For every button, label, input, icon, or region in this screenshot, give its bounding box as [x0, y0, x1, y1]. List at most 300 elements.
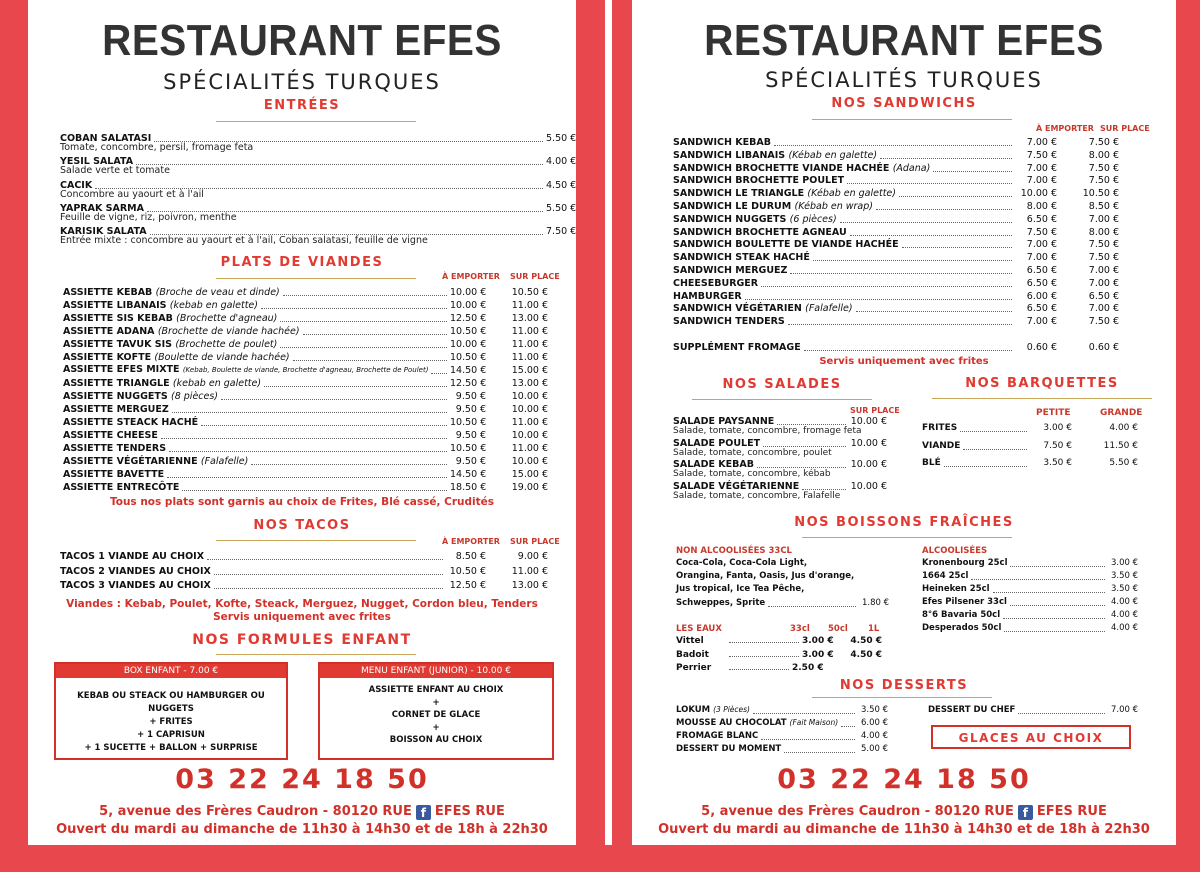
- item-price: 7.00 €: [1026, 239, 1057, 251]
- sandwich-row: [673, 264, 1119, 277]
- item-name: [922, 609, 1000, 622]
- salade-description: Salade, tomate, concombre, fromage feta: [673, 426, 862, 436]
- entree-description: Salade verte et tomate: [60, 165, 170, 177]
- dot-leader: [933, 171, 1012, 172]
- dot-leader: [856, 311, 1012, 312]
- dot-leader: [788, 324, 1012, 325]
- item-name-text: ASSIETTE TENDERS: [63, 443, 167, 454]
- item-price: 4.00 €: [546, 156, 577, 168]
- sandwich-row: [673, 251, 1119, 264]
- section-tacos-title: NOS TACOS: [253, 518, 351, 533]
- viandes-footnote: Tous nos plats sont garnis au choix de Frites, Blé cassé, Crudités: [109, 496, 495, 508]
- viande-row: [63, 325, 548, 338]
- item-name-text: ASSIETTE NUGGETS: [63, 391, 168, 402]
- item-note: (kebab en galette): [172, 378, 262, 389]
- col-header-petite: PETITE: [1036, 408, 1071, 418]
- item-name-text: ASSIETTE STEACK HACHÉ: [63, 417, 199, 428]
- item-note: (Boulette de viande hachée): [154, 352, 290, 363]
- box-enfant-line: KEBAB OU STEACK OU HAMBURGER OU NUGGETS: [77, 691, 265, 714]
- facebook-name[interactable]: EFES RUE: [434, 804, 505, 819]
- item-name-text: 8°6 Bavaria 50cl: [922, 610, 1001, 620]
- item-price: 10.00 €: [850, 459, 887, 470]
- item-name-text: FRITES: [922, 423, 958, 433]
- restaurant-title: RESTAURANT EFES: [704, 16, 1104, 65]
- item-name-text: ASSIETTE SIS KEBAB: [63, 313, 173, 324]
- facebook-icon[interactable]: f: [1018, 805, 1033, 820]
- dot-leader: [161, 438, 447, 439]
- eau-price-1l: 4.50 €: [850, 649, 882, 660]
- item-name: [922, 570, 968, 583]
- item-price: 9.50 €: [455, 456, 486, 467]
- item-price: 11.50 €: [1103, 440, 1138, 451]
- menu-enfant-line: CORNET DE GLACE: [391, 710, 481, 720]
- phone-number[interactable]: 03 22 24 18 50: [777, 764, 1031, 795]
- item-price: 7.50 €: [1043, 440, 1072, 451]
- item-price: 10.50 €: [511, 287, 548, 298]
- item-name-text: VIANDE: [922, 440, 961, 451]
- item-name: [922, 622, 1001, 635]
- item-price: 7.50 €: [546, 226, 577, 238]
- dot-leader: [264, 386, 447, 387]
- sandwichs-frites-note: Servis uniquement avec frites: [819, 356, 989, 367]
- dot-leader: [899, 196, 1012, 197]
- dot-leader: [214, 574, 443, 575]
- item-name-text: TACOS 2 VIANDES AU CHOIX: [60, 565, 211, 577]
- divider: [216, 654, 416, 655]
- dot-leader: [777, 424, 846, 425]
- dot-leader: [293, 360, 447, 361]
- dot-leader: [880, 158, 1012, 159]
- item-name: [928, 704, 1015, 717]
- eau-name: Vittel: [676, 636, 704, 646]
- col-header-emporter: À EMPORTER: [442, 537, 500, 546]
- item-name-text: BLÉ: [922, 458, 941, 468]
- non-alc-line: Coca-Cola, Coca-Cola Light,: [676, 558, 808, 568]
- item-name-text: SUPPLÉMENT FROMAGE: [673, 342, 801, 353]
- dot-leader: [753, 713, 855, 714]
- item-price: 8.00 €: [1088, 149, 1119, 161]
- item-note: (6 pièces): [789, 213, 837, 225]
- box-enfant-line: + 1 CAPRISUN: [137, 730, 205, 740]
- non-alc-row: [676, 597, 889, 610]
- barquette-row: [922, 440, 1138, 453]
- eau-price-1l: 4.50 €: [850, 636, 882, 646]
- item-price: 11.00 €: [511, 352, 548, 363]
- item-name-text: YESIL SALATA: [60, 156, 134, 168]
- dot-leader: [280, 321, 447, 322]
- phone-number[interactable]: 03 22 24 18 50: [175, 764, 429, 795]
- divider: [216, 121, 416, 122]
- dot-leader: [1018, 713, 1105, 714]
- viande-row: [63, 377, 548, 390]
- item-name: [63, 416, 198, 429]
- item-name-text: Desperados 50cl: [922, 623, 1002, 633]
- entree-description: Entrée mixte : concombre au yaourt et à l'ail, Coban salatasi, feuille de vigne: [60, 235, 428, 247]
- tacos-row: [60, 579, 548, 592]
- item-price: 12.50 €: [449, 580, 486, 591]
- barquette-row: [922, 457, 1138, 470]
- item-price: 8.00 €: [1026, 201, 1057, 212]
- item-name: [676, 743, 781, 756]
- item-price: 4.00 €: [1109, 423, 1138, 433]
- item-name: [673, 290, 742, 303]
- viande-row: [63, 442, 548, 455]
- item-price: 10.50 €: [449, 565, 486, 577]
- item-name-text: Heineken 25cl: [922, 584, 990, 594]
- item-price: 7.00 €: [1088, 277, 1119, 289]
- item-name: [673, 187, 896, 200]
- item-name-text: HAMBURGER: [673, 290, 742, 302]
- opening-hours: Ouvert du mardi au dimanche de 11h30 à 14h30 et de 18h à 22h30: [658, 822, 1150, 837]
- viande-row: [63, 286, 548, 299]
- item-note: (kebab en galette): [169, 300, 258, 311]
- item-price: 11.00 €: [511, 300, 548, 311]
- viande-row: [63, 299, 548, 312]
- entree-description: Concombre au yaourt et à l'ail: [60, 188, 204, 200]
- item-price: 15.00 €: [511, 365, 548, 376]
- address-line: [28, 804, 576, 820]
- item-price: 10.00 €: [511, 456, 548, 467]
- item-name: [63, 481, 179, 494]
- item-price: 14.50 €: [450, 469, 487, 480]
- item-name: [63, 299, 258, 312]
- alc-row: [922, 596, 1138, 609]
- item-price: 7.50 €: [1088, 162, 1119, 174]
- dot-leader: [169, 451, 447, 452]
- item-name: [676, 703, 750, 717]
- item-note: (Brochette de poulet): [175, 339, 278, 350]
- col-header-sur-place: SUR PLACE: [850, 406, 900, 415]
- item-note: (Kébab en galette): [788, 149, 878, 161]
- item-name: [676, 597, 765, 610]
- item-name: [673, 302, 853, 315]
- item-note: (Kébab en wrap): [794, 201, 873, 212]
- box-enfant-header: BOX ENFANT - 7.00 €: [56, 664, 286, 678]
- item-price: 19.00 €: [511, 482, 548, 493]
- dot-leader: [1004, 631, 1105, 632]
- item-name-text: DESSERT DU CHEF: [928, 705, 1016, 715]
- item-price: 11.00 €: [511, 326, 548, 337]
- entree-description: Feuille de vigne, riz, poivron, menthe: [60, 211, 237, 223]
- item-name: [63, 468, 164, 481]
- right-menu-page: [632, 0, 1176, 845]
- dot-leader: [841, 726, 855, 727]
- alc-row: [922, 583, 1138, 596]
- left-menu-page: [28, 0, 576, 845]
- item-price: 7.00 €: [1110, 705, 1138, 715]
- col-header-emporter: À EMPORTER: [442, 272, 500, 281]
- dot-leader: [902, 247, 1012, 248]
- dot-leader: [251, 464, 447, 465]
- item-price: 4.00 €: [860, 731, 888, 741]
- dot-leader: [207, 559, 443, 560]
- dessert-row: [928, 704, 1138, 717]
- item-price: 9.50 €: [455, 391, 486, 402]
- divider: [216, 278, 416, 279]
- menu-enfant-contents: [320, 678, 552, 747]
- item-price: 3.50 €: [1110, 584, 1138, 594]
- col-header-sur-place: SUR PLACE: [510, 272, 560, 281]
- dessert-row: [676, 717, 888, 730]
- item-name: [63, 286, 280, 299]
- menu-enfant-header: MENU ENFANT (JUNIOR) - 10.00 €: [320, 664, 552, 678]
- sandwich-row: [673, 226, 1119, 239]
- item-price: 3.50 €: [1110, 571, 1138, 581]
- item-price: 12.50 €: [450, 378, 487, 389]
- item-price: 0.60 €: [1088, 342, 1119, 353]
- item-price: 10.00 €: [450, 339, 487, 350]
- dot-leader: [1010, 605, 1105, 606]
- salade-description: Salade, tomate, concombre, Falafelle: [673, 490, 841, 501]
- eau-price-33cl: 2.50 €: [792, 663, 824, 673]
- eau-price-50cl: 3.00 €: [802, 636, 834, 646]
- item-price: 4.00 €: [1110, 610, 1138, 620]
- item-name-text: CHEESEBURGER: [673, 277, 759, 289]
- item-price: 10.00 €: [850, 437, 887, 449]
- item-price: 10.00 €: [850, 416, 887, 427]
- item-name: [63, 377, 261, 390]
- item-price: 3.50 €: [860, 705, 888, 715]
- alc-row: [922, 557, 1138, 570]
- section-viandes-title: PLATS DE VIANDES: [220, 255, 384, 270]
- item-note: (Brochette de viande hachée): [157, 326, 300, 337]
- dot-leader: [784, 752, 855, 753]
- dot-leader: [431, 373, 447, 374]
- item-name-text: SALADE POULET: [673, 437, 761, 449]
- sandwich-row: [673, 302, 1119, 315]
- divider: [692, 399, 872, 400]
- col-header-grande: GRANDE: [1100, 408, 1143, 418]
- item-name-text: Kronenbourg 25cl: [922, 558, 1008, 568]
- item-price: 4.00 €: [1110, 623, 1138, 633]
- item-name-text: COBAN SALATASI: [60, 133, 152, 144]
- item-name-text: SALADE VÉGÉTARIENNE: [673, 480, 800, 492]
- sandwich-row: [673, 290, 1119, 303]
- sandwich-row: [673, 174, 1119, 187]
- address-line: [632, 804, 1176, 820]
- section-desserts-title: NOS DESSERTS: [839, 678, 969, 693]
- section-boissons-title: NOS BOISSONS FRAÎCHES: [794, 515, 1014, 530]
- item-name-text: TACOS 3 VIANDES AU CHOIX: [60, 580, 211, 591]
- item-name-text: ASSIETTE BAVETTE: [63, 469, 165, 480]
- item-price: 7.50 €: [1088, 316, 1119, 328]
- item-price: 10.00 €: [1020, 188, 1057, 200]
- sandwich-row: [673, 315, 1119, 328]
- item-name-text: SANDWICH STEAK HACHÉ: [673, 252, 810, 264]
- menu-enfant-line: +: [432, 697, 440, 708]
- item-name: [673, 264, 787, 277]
- item-price: 10.00 €: [511, 430, 548, 441]
- item-price: 7.00 €: [1026, 316, 1057, 328]
- item-name: [922, 596, 1007, 609]
- item-name-text: FROMAGE BLANC: [676, 731, 759, 741]
- salade-description: Salade, tomate, concombre, kébab: [673, 469, 831, 479]
- item-name-text: KARISIK SALATA: [60, 226, 147, 238]
- item-name: [922, 557, 1007, 570]
- dot-leader: [993, 592, 1105, 593]
- section-entrees-title: ENTRÉES: [263, 98, 341, 113]
- alc-row: [922, 622, 1138, 635]
- item-name: [922, 457, 941, 470]
- item-price: 4.00 €: [1110, 597, 1138, 607]
- item-price: 9.50 €: [455, 404, 486, 415]
- section-sandwichs-title: NOS SANDWICHS: [831, 96, 977, 111]
- dot-leader: [280, 347, 447, 348]
- item-name-text: SANDWICH KEBAB: [673, 137, 771, 148]
- tacos-row: [60, 565, 548, 578]
- col-header-sur-place: SUR PLACE: [1100, 124, 1150, 133]
- item-price: 14.50 €: [450, 365, 487, 376]
- eaux-size-1l: 1L: [868, 624, 880, 634]
- dot-leader: [729, 656, 799, 657]
- facebook-name[interactable]: EFES RUE: [1036, 804, 1107, 819]
- dot-leader: [283, 295, 447, 296]
- dot-leader: [201, 425, 447, 426]
- item-price: 6.00 €: [860, 718, 888, 728]
- non-alcoolisees-title: NON ALCOOLISÉES 33CL: [676, 546, 792, 556]
- eaux-size-33cl: 33cl: [790, 624, 810, 634]
- dot-leader: [1010, 566, 1105, 567]
- item-price: 18.50 €: [450, 482, 487, 493]
- dot-leader: [745, 299, 1012, 300]
- viande-row: [63, 468, 548, 481]
- box-enfant: [54, 662, 288, 760]
- item-name-text: ASSIETTE MERGUEZ: [63, 404, 169, 415]
- eau-row: [676, 636, 890, 646]
- item-price: 11.00 €: [511, 417, 548, 428]
- item-price: 11.00 €: [511, 443, 548, 454]
- item-price: 10.00 €: [450, 300, 487, 311]
- sandwich-row: [673, 341, 1119, 354]
- dot-leader: [963, 449, 1027, 450]
- item-price: 15.00 €: [511, 469, 548, 480]
- item-name-text: SANDWICH MERGUEZ: [673, 265, 788, 276]
- item-price: 7.50 €: [1026, 226, 1057, 238]
- item-name-text: SANDWICH NUGGETS: [673, 213, 787, 225]
- dot-leader: [847, 183, 1012, 184]
- tagline: SPÉCIALITÉS TURQUES: [765, 68, 1043, 92]
- item-price: 9.50 €: [455, 430, 486, 441]
- item-name: [63, 455, 248, 468]
- item-name: [922, 422, 957, 435]
- eau-name: Badoit: [676, 649, 709, 660]
- item-name: [60, 550, 204, 563]
- barquette-row: [922, 422, 1138, 435]
- divider: [812, 697, 992, 698]
- item-name: [63, 363, 428, 377]
- dot-leader: [214, 588, 443, 589]
- item-note: (Broche de veau et dinde): [155, 287, 280, 298]
- alc-row: [922, 609, 1138, 622]
- item-name-text: 1664 25cl: [922, 571, 969, 581]
- item-name-text: SANDWICH TENDERS: [673, 316, 785, 328]
- address: 5, avenue des Frères Caudron - 80120 RUE: [99, 804, 412, 819]
- facebook-icon[interactable]: f: [416, 805, 431, 820]
- item-name: [673, 200, 873, 213]
- menu-enfant-line: ASSIETTE ENFANT AU CHOIX: [368, 685, 504, 695]
- item-name-text: SANDWICH LE TRIANGLE: [673, 188, 805, 200]
- item-price: 7.00 €: [1026, 137, 1057, 148]
- item-name: [63, 390, 218, 403]
- item-price: 7.00 €: [1026, 162, 1057, 174]
- item-name-text: CACIK: [60, 179, 93, 191]
- item-name: [673, 162, 930, 175]
- dot-leader: [757, 467, 846, 468]
- item-note: (8 pièces): [171, 391, 219, 402]
- item-price: 4.50 €: [546, 179, 577, 191]
- box-enfant-contents: [56, 678, 286, 755]
- item-name: [673, 136, 771, 149]
- item-name-text: ASSIETTE TAVUK SIS: [63, 339, 173, 350]
- dot-leader: [840, 222, 1012, 223]
- item-price: 9.00 €: [517, 551, 548, 562]
- dessert-row: [676, 730, 888, 743]
- item-price: 13.00 €: [511, 580, 548, 591]
- item-name: [922, 440, 960, 453]
- sandwich-row: [673, 277, 1119, 290]
- les-eaux-title: LES EAUX: [676, 624, 722, 634]
- item-price: 6.50 €: [1026, 265, 1057, 276]
- viande-row: [63, 338, 548, 351]
- address: 5, avenue des Frères Caudron - 80120 RUE: [701, 804, 1014, 819]
- tagline: SPÉCIALITÉS TURQUES: [163, 70, 441, 94]
- viande-row: [63, 455, 548, 468]
- item-price: 11.00 €: [511, 565, 548, 577]
- item-price: 7.00 €: [1088, 303, 1119, 315]
- dot-leader: [971, 579, 1105, 580]
- divider: [812, 119, 1012, 120]
- sandwich-row: [673, 149, 1119, 162]
- item-name-text: ASSIETTE ADANA: [63, 326, 155, 337]
- dot-leader: [813, 260, 1012, 261]
- divider: [932, 398, 1152, 399]
- item-price: 13.00 €: [511, 378, 548, 389]
- item-name-text: ASSIETTE KOFTE: [63, 352, 152, 363]
- dot-leader: [167, 477, 447, 478]
- menu-enfant-line: BOISSON AU CHOIX: [389, 735, 483, 745]
- box-enfant-line: + FRITES: [149, 717, 193, 727]
- dot-leader: [804, 350, 1012, 351]
- item-name-text: MOUSSE AU CHOCOLAT: [676, 718, 787, 728]
- sandwich-row: [673, 213, 1119, 226]
- viande-row: [63, 429, 548, 442]
- dot-leader: [303, 334, 447, 335]
- item-price: 13.00 €: [511, 313, 548, 324]
- item-name-text: Efes Pilsener 33cl: [922, 597, 1007, 607]
- dot-leader: [960, 431, 1027, 432]
- item-note: (3 Pièces): [713, 705, 750, 714]
- item-price: 7.50 €: [1026, 149, 1057, 161]
- item-price: 10.00 €: [511, 404, 548, 415]
- non-alc-line: Jus tropical, Ice Tea Pêche,: [676, 584, 805, 594]
- menu-enfant-junior: [318, 662, 554, 760]
- item-name-text: TACOS 1 VIANDE AU CHOIX: [60, 551, 205, 562]
- item-name-text: ASSIETTE LIBANAIS: [63, 300, 167, 311]
- divider: [216, 540, 416, 541]
- item-note: (Falafelle): [805, 303, 853, 315]
- item-name-text: ASSIETTE KEBAB: [63, 287, 153, 298]
- item-name-text: YAPRAK SARMA: [60, 202, 144, 214]
- item-name-text: SANDWICH BROCHETTE POULET: [673, 175, 845, 187]
- item-name: [673, 238, 899, 251]
- section-formules-title: NOS FORMULES ENFANT: [192, 632, 412, 648]
- item-price: 7.50 €: [1088, 175, 1119, 187]
- dot-leader: [944, 466, 1027, 467]
- item-price: 10.00 €: [450, 287, 487, 298]
- item-name-text: SANDWICH BROCHETTE AGNEAU: [673, 226, 847, 238]
- dot-leader: [172, 412, 447, 413]
- item-name-text: ASSIETTE ENTRECÔTE: [63, 482, 180, 493]
